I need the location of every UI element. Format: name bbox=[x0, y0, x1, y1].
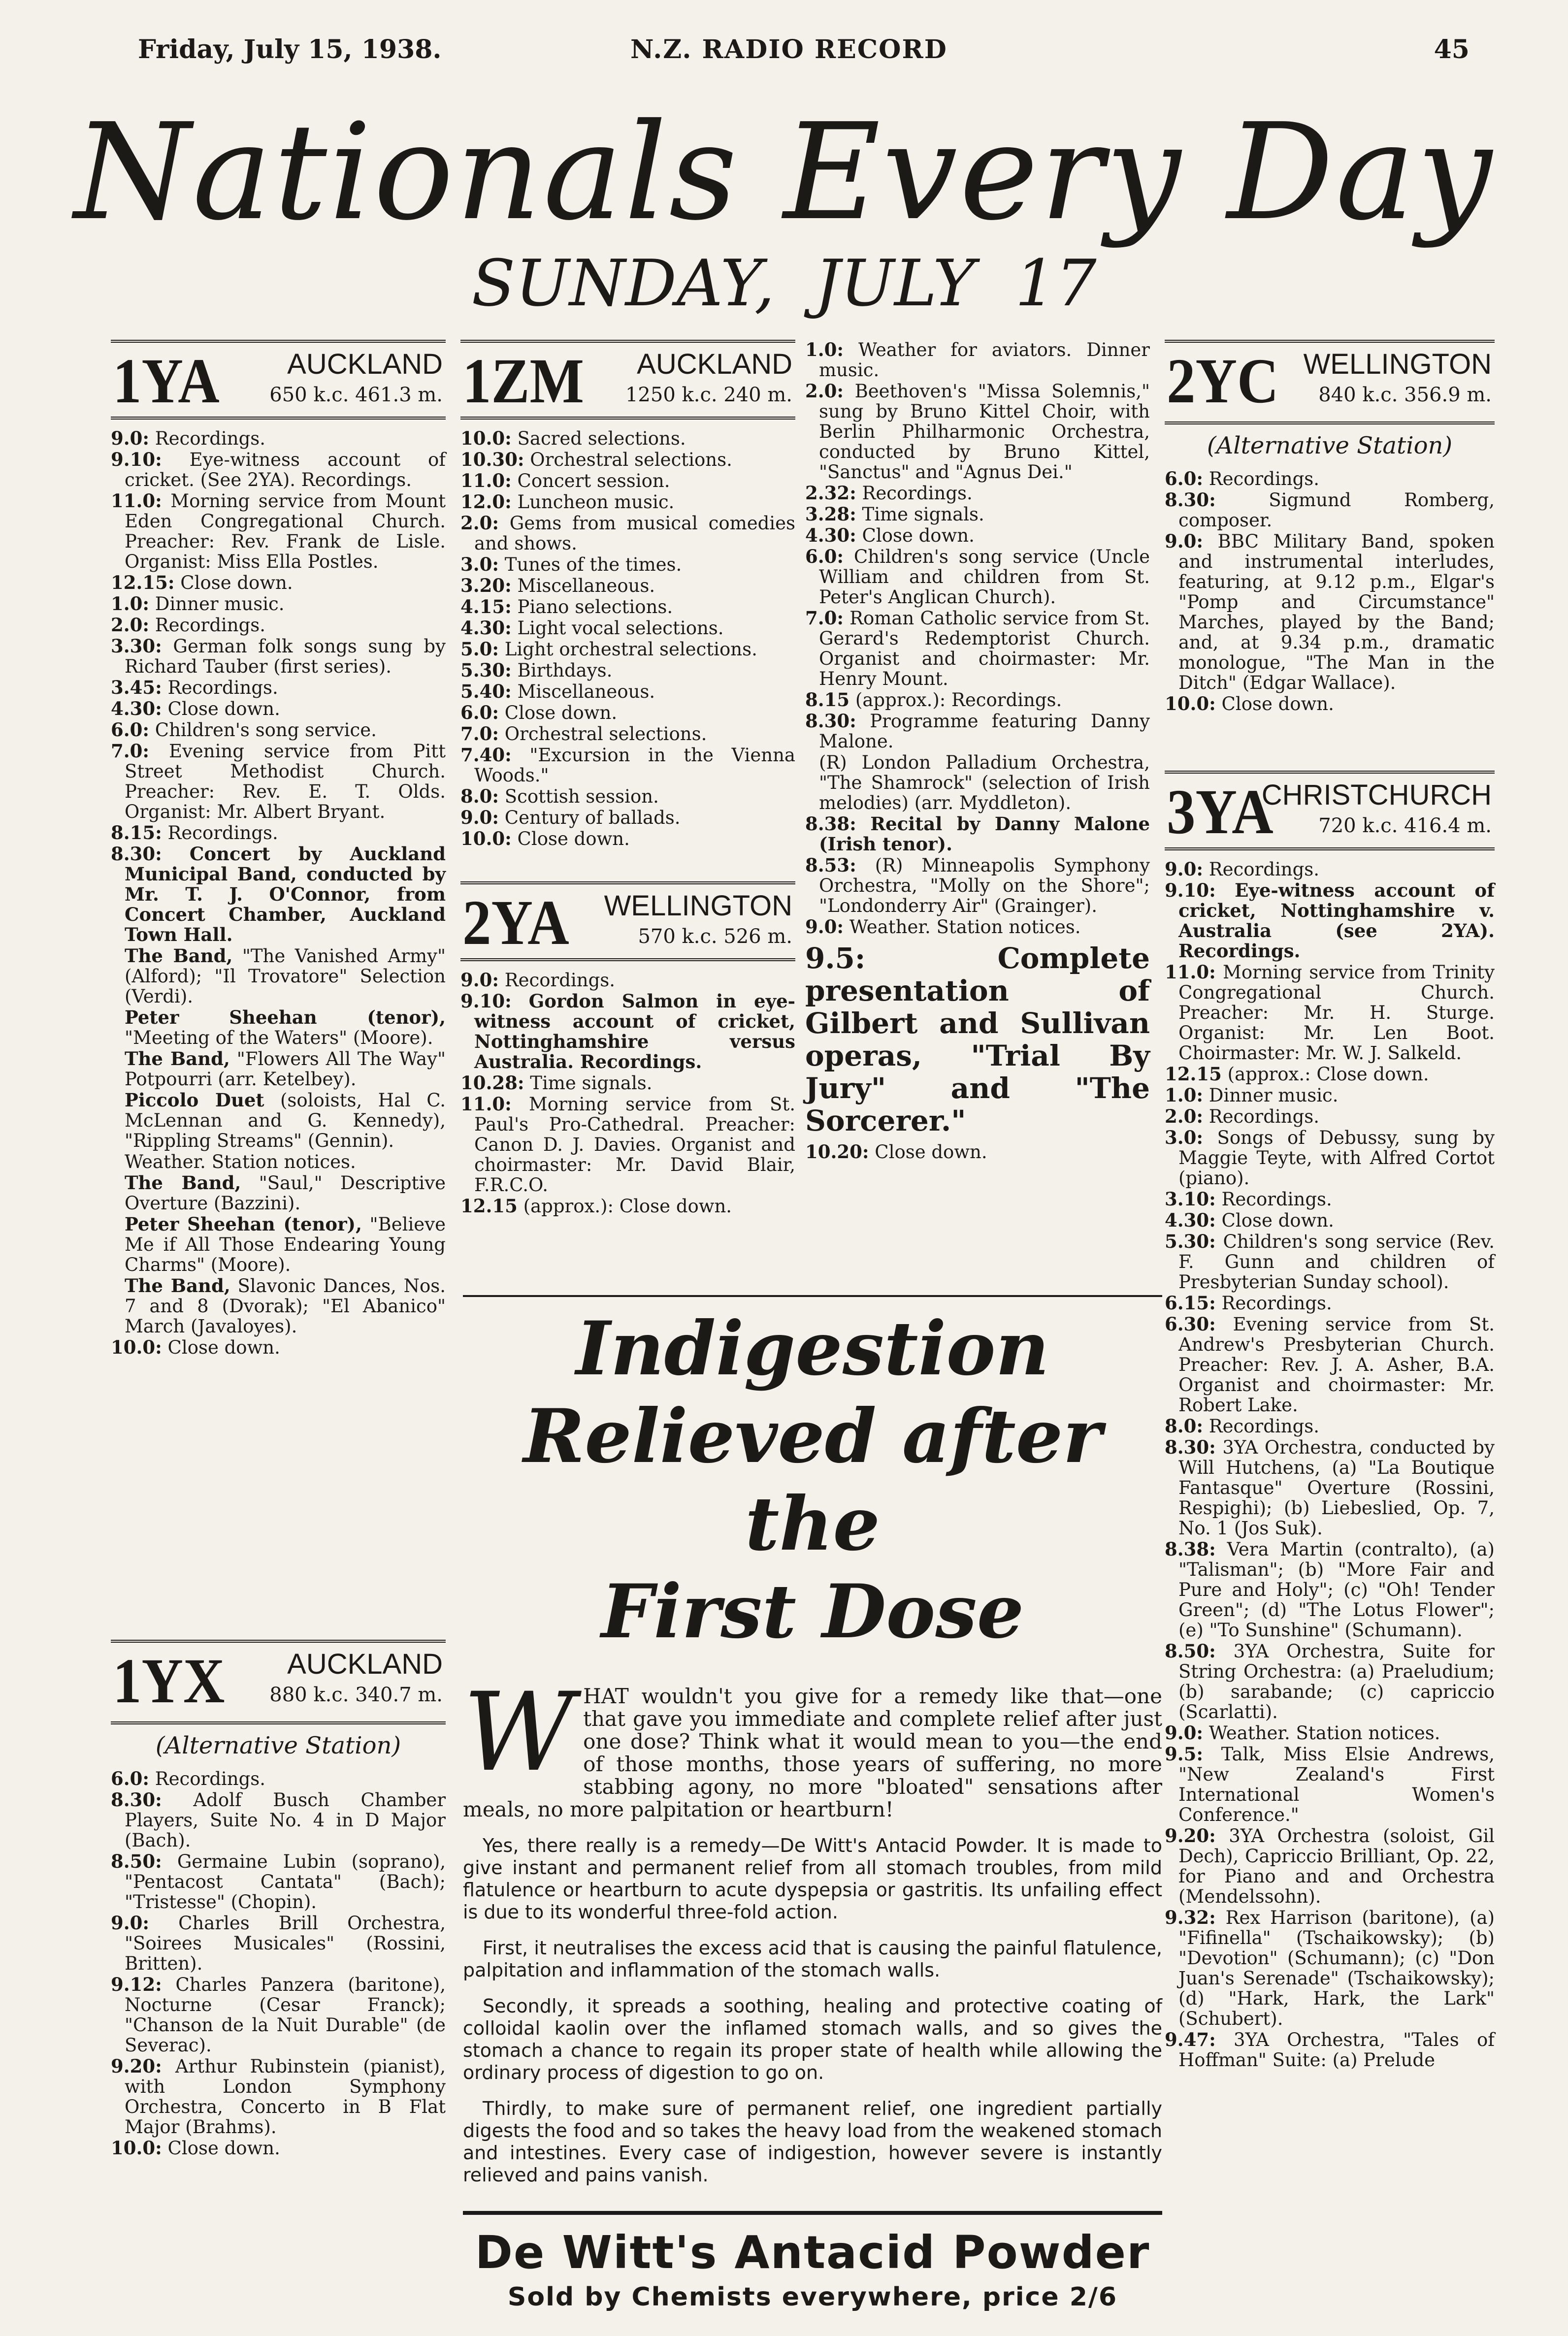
programme-item: The Band, "The Vanished Army" (Alford); "Il Trovatore" Selection (Verdi). bbox=[125, 945, 446, 1007]
programme-item: The Band, "Flowers All The Way" Potpourri (arr. Ketelbey). bbox=[125, 1048, 446, 1090]
programme-entry: 8.30: Programme featuring Danny Malone. bbox=[805, 710, 1150, 752]
programme-entry: 8.0: Scottish session. bbox=[460, 785, 659, 807]
programme-entry: 5.30: Children's song service (Rev. F. Gunn and children of Presbyterian Sunday school). bbox=[1165, 1231, 1495, 1293]
programme-entry: 7.40: "Excursion in the Vienna Woods." bbox=[460, 744, 795, 786]
programme-entry: 8.38: Recital by Danny Malone (Irish tenor). bbox=[805, 813, 1150, 855]
programme-entry: 8.30: Sigmund Romberg, composer. bbox=[1165, 489, 1495, 531]
advert-headline: Indigestion Relieved after the First Dose bbox=[523, 1305, 1102, 1655]
programme-entry: 9.0: Recordings. bbox=[111, 427, 266, 449]
station-header-3ya bbox=[1165, 771, 1495, 850]
programme-entry: 3.0: Songs of Debussy, sung by Maggie Teyte, with Alfred Cortot (piano). bbox=[1165, 1127, 1495, 1189]
station-city: AUCKLAND bbox=[287, 348, 443, 380]
programme-entry: 6.0: Close down. bbox=[460, 702, 618, 723]
programme-entry: 9.10: Eye-witness account of cricket, Nottinghamshire v. Australia (see 2YA). Recordings. bbox=[1165, 879, 1495, 962]
programme-entry: 9.20: Arthur Rubinstein (pianist), with London Symphony Orchestra, Concerto in B Flat Major (Brahms). bbox=[111, 2055, 446, 2138]
running-header bbox=[138, 34, 1470, 74]
day-heading: SUNDAY, JULY 17 bbox=[471, 246, 1097, 321]
station-frequency: 650 k.c. 461.3 m. bbox=[269, 384, 443, 406]
programme-entry: 9.47: 3YA Orchestra, "Tales of Hoffman" Suite: (a) Prelude bbox=[1165, 2029, 1495, 2071]
programme-entry: 10.20: Close down. bbox=[805, 1141, 987, 1163]
programme-item: The Band, "Saul," Descriptive Overture (Bazzini). bbox=[125, 1172, 446, 1214]
programme-entry: 10.28: Time signals. bbox=[460, 1072, 653, 1094]
programme-entry: 8.50: Germaine Lubin (soprano), "Pentacost Cantata" (Bach); "Tristesse" (Chopin). bbox=[111, 1850, 446, 1913]
programme-entry: 8.30: Concert by Auckland Municipal Band, conducted by Mr. T. J. O'Connor, from Concert Chamber, Auckland Town Hall. bbox=[111, 843, 446, 945]
programme-entry: 4.15: Piano selections. bbox=[460, 596, 673, 617]
column-2ya bbox=[460, 881, 795, 1217]
programme-item: Peter Sheehan (tenor), "Believe Me if All Those Endearing Young Charms" (Moore). bbox=[125, 1213, 446, 1275]
programme-entry: 11.0: Morning service from St. Paul's Pro-Cathedral. Preacher: Canon D. J. Davies. Organist and choirmaster: Mr. David Blair, F.R.C.O. bbox=[460, 1093, 795, 1196]
page-number: 45 bbox=[1434, 34, 1470, 65]
station-frequency: 1250 k.c. 240 m. bbox=[625, 384, 792, 406]
programme-entry: 10.0: Sacred selections. bbox=[460, 427, 686, 449]
programme-entry: 4.30: Close down. bbox=[1165, 1209, 1334, 1231]
programme-item: Weather. Station notices. bbox=[125, 1151, 356, 1172]
station-frequency: 880 k.c. 340.7 m. bbox=[269, 1684, 443, 1706]
programme-entry: 9.10: Gordon Salmon in eye-witness account of cricket, Nottinghamshire versus Australia. Recordings. bbox=[460, 990, 795, 1072]
column-2yc bbox=[1165, 340, 1495, 715]
advert-paragraph: Yes, there really is a remedy—De Witt's Antacid Powder. It is made to give instant and permanent relief from all stomach troubles, from mild flatulence or heartburn to acute dyspepsia or gastritis. Its unfailing effect is due to its wonderful three-fold action. bbox=[463, 1835, 1162, 1923]
programme-entry: 2.0: Beethoven's "Missa Solemnis," sung by Bruno Kittel Choir, with Berlin Philharmonic Orchestra, conducted by Bruno Kittel, "Sanctus" and "Agnus Dei." bbox=[805, 380, 1150, 483]
programme-entry: 7.0: Evening service from Pitt Street Methodist Church. Preacher: Rev. E. T. Olds. Organist: Mr. Albert Bryant. bbox=[111, 740, 446, 822]
programme-entry: 4.30: Close down. bbox=[805, 524, 975, 546]
column-3ya bbox=[1165, 771, 1495, 2071]
programme-entry: 10.0: Close down. bbox=[1165, 693, 1334, 714]
programme-entry: 8.50: 3YA Orchestra, Suite for String Orchestra: (a) Praeludium; (b) sarabande; (c) capriccio (Scarlatti). bbox=[1165, 1640, 1495, 1722]
programme-entry: 8.30: 3YA Orchestra, conducted by Will Hutchens, (a) "La Boutique Fantasque" Overture (Rossini, Respighi); (b) Liebeslied, Op. 7, No. 1 (Jos Suk). bbox=[1165, 1436, 1495, 1539]
programme-entry: 3.28: Time signals. bbox=[805, 503, 984, 525]
advertisement bbox=[463, 1305, 1162, 2312]
station-header-1ya bbox=[111, 340, 446, 420]
programme-entry: 2.0: Recordings. bbox=[111, 614, 266, 636]
programme-entry: 8.0: Recordings. bbox=[1165, 1415, 1320, 1437]
programme-entry: 4.30: Close down. bbox=[111, 698, 280, 719]
programme-entry: 4.30: Light vocal selections. bbox=[460, 617, 724, 639]
programme-entry: 11.0: Concert session. bbox=[460, 470, 670, 491]
programme-entry: 5.30: Birthdays. bbox=[460, 659, 613, 681]
programme-entry: 9.10: Eye-witness account of cricket. (See 2YA). Recordings. bbox=[111, 449, 446, 490]
station-city: WELLINGTON bbox=[1303, 348, 1492, 380]
programme-entry: 9.0: Charles Brill Orchestra, "Soirees Musicales" (Rossini, Britten). bbox=[111, 1912, 446, 1974]
station-callsign: 2YA bbox=[462, 887, 569, 958]
programme-item: (R) London Palladium Orchestra, "The Shamrock" (selection of Irish melodies) (arr. Myddleton). bbox=[819, 752, 1150, 813]
programme-entry: 3.0: Tunes of the times. bbox=[460, 553, 682, 575]
station-header-1yx bbox=[111, 1640, 446, 1759]
programme-entry: 3.45: Recordings. bbox=[111, 677, 278, 698]
programme-entry: 3.30: German folk songs sung by Richard Tauber (first series). bbox=[111, 635, 446, 677]
programme-entry: 2.32: Recordings. bbox=[805, 482, 973, 504]
programme-entry: 9.0: Weather. Station notices. bbox=[805, 916, 1081, 938]
publication-name: N.Z. RADIO RECORD bbox=[630, 34, 947, 65]
advert-paragraph: Secondly, it spreads a soothing, healing and protective coating of colloidal kaolin over the inflamed stomach walls, and so gives the stomach a chance to regain its proper state of health while allowing the ordinary process of digestion to go on. bbox=[463, 1995, 1162, 2083]
column-2ya-continued bbox=[805, 340, 1150, 1163]
programme-entry: 9.5: Talk, Miss Elsie Andrews, "New Zealand's First International Women's Conference." bbox=[1165, 1743, 1495, 1825]
programme-entry: 10.30: Orchestral selections. bbox=[460, 449, 732, 470]
programme-entry: 7.0: Roman Catholic service from St. Gerard's Redemptorist Church. Organist and choirmaster: Mr. Henry Mount. bbox=[805, 607, 1150, 689]
programme-entry: 9.0: Century of ballads. bbox=[460, 807, 681, 828]
programme-entry: 12.15 (approx.): Close down. bbox=[460, 1195, 732, 1217]
programme-entry: 5.40: Miscellaneous. bbox=[460, 681, 655, 702]
programme-entry: 9.32: Rex Harrison (baritone), (a) "Fifinella" (Tschaikowsky); (b) "Devotion" (Schumann); (c) "Don Juan's Serenade" (Tschaikowsky); (d) "Hark, Hark, the Lark" (Schubert). bbox=[1165, 1907, 1495, 2029]
programme-item: Piccolo Duet (soloists, Hal C. McLennan and G. Kennedy), "Rippling Streams" (Gennin). bbox=[125, 1089, 446, 1151]
station-header-2yc bbox=[1165, 340, 1495, 459]
programme-entry: 10.0: Close down. bbox=[111, 2137, 280, 2159]
column-1ya bbox=[111, 340, 446, 1359]
programme-entry: 6.0: Children's song service. bbox=[111, 719, 377, 741]
station-city: WELLINGTON bbox=[604, 890, 792, 922]
programme-entry: 12.0: Luncheon music. bbox=[460, 491, 675, 513]
station-callsign: 1YA bbox=[113, 346, 220, 417]
station-frequency: 720 k.c. 416.4 m. bbox=[1318, 814, 1492, 837]
advert-tagline: Sold by Chemists everywhere, price 2/6 bbox=[507, 2282, 1118, 2312]
station-note: (Alternative Station) bbox=[1207, 432, 1453, 459]
programme-entry: 9.12: Charles Panzera (baritone), Nocturne (Cesar Franck); "Chanson de la Nuit Durable" (de Severac). bbox=[111, 1974, 446, 2056]
programme-entry: 8.38: Vera Martin (contralto), (a) "Talisman"; (b) "More Fair and Pure and Holy"; (c) "Oh! Tender Green"; (d) "The Lotus Flower"; (e) "To Sunshine" (Schumann). bbox=[1165, 1538, 1495, 1641]
station-frequency: 840 k.c. 356.9 m. bbox=[1318, 384, 1492, 406]
station-note: (Alternative Station) bbox=[155, 1732, 401, 1759]
programme-entry: 8.15: Recordings. bbox=[111, 822, 278, 844]
station-callsign: 3YA bbox=[1167, 777, 1274, 847]
programme-entry: 12.15: Close down. bbox=[111, 572, 293, 593]
station-header-2ya bbox=[460, 881, 795, 961]
programme-entry: 10.0: Close down. bbox=[111, 1336, 280, 1358]
programme-entry: 3.10: Recordings. bbox=[1165, 1188, 1332, 1210]
programme-item: Peter Sheehan (tenor), "Meeting of the Waters" (Moore). bbox=[125, 1006, 446, 1048]
programme-entry: 9.0: Recordings. bbox=[1165, 858, 1320, 880]
advert-top-rule bbox=[463, 1295, 1162, 1297]
programme-entry: 9.20: 3YA Orchestra (soloist, Gil Dech), Capriccio Brilliant, Op. 22, for Piano and and Orchestra (Mendelssohn). bbox=[1165, 1825, 1495, 1907]
programme-entry: 10.0: Close down. bbox=[460, 828, 630, 849]
masthead-title: Nationals Every Day bbox=[74, 95, 1494, 250]
station-city: AUCKLAND bbox=[637, 348, 792, 380]
programme-entry: 12.15 (approx.: Close down. bbox=[1165, 1063, 1429, 1085]
programme-entry: 1.0: Dinner music. bbox=[111, 593, 285, 615]
station-callsign: 1YX bbox=[113, 1646, 225, 1717]
column-1yx bbox=[111, 1640, 446, 2159]
drop-cap: W bbox=[463, 1669, 575, 1795]
programme-entry: 1.0: Weather for aviators. Dinner music. bbox=[805, 339, 1150, 381]
advert-brand: De Witt's Antacid Powder bbox=[463, 2211, 1162, 2280]
programme-entry: 11.0: Morning service from Mount Eden Congregational Church. Preacher: Rev. Frank de Lisle. Organist: Miss Ella Postles. bbox=[111, 490, 446, 572]
programme-entry: 6.30: Evening service from St. Andrew's Presbyterian Church. Preacher: Rev. J. A. Asher, B.A. Organist and choirmaster: Mr. Robert Lake. bbox=[1165, 1313, 1495, 1416]
station-city: CHRISTCHURCH bbox=[1261, 779, 1492, 811]
station-callsign: 1ZM bbox=[462, 346, 584, 417]
programme-entry: 11.0: Morning service from Trinity Congregational Church. Preacher: Mr. H. Sturge. Organist: Mr. Len Boot. Choirmaster: Mr. W. J. Salkeld. bbox=[1165, 961, 1495, 1064]
programme-entry: 9.0: Weather. Station notices. bbox=[1165, 1722, 1440, 1744]
station-callsign: 2YC bbox=[1167, 346, 1279, 417]
programme-entry: 8.15 (approx.): Recordings. bbox=[805, 689, 1062, 711]
programme-entry: 6.0: Children's song service (Uncle William and children from St. Peter's Anglican Church). bbox=[805, 546, 1150, 608]
programme-entry: 9.0: BBC Military Band, spoken and instrumental interludes, featuring, at 9.12 p.m., Elgar's "Pomp and Circumstance" Marches, played by the Band; and, at 9.34 p.m., dramatic monologue, "The Man in the Ditch" (Edgar Wallace). bbox=[1165, 530, 1495, 693]
programme-entry: 9.0: Recordings. bbox=[460, 969, 616, 991]
programme-entry: 5.0: Light orchestral selections. bbox=[460, 638, 757, 660]
station-header-1zm bbox=[460, 340, 795, 420]
programme-entry: 6.0: Recordings. bbox=[1165, 468, 1320, 489]
programme-item: The Band, Slavonic Dances, Nos. 7 and 8 (Dvorak); "El Abanico" March (Javaloyes). bbox=[125, 1275, 446, 1337]
station-frequency: 570 k.c. 526 m. bbox=[638, 925, 792, 948]
advert-paragraph: Thirdly, to make sure of permanent relief, one ingredient partially digests the food and so takes the heavy load from the weakened stomach and intestines. Every case of indigestion, however severe is instantly relieved and pains vanish. bbox=[463, 2098, 1162, 2186]
programme-entry: 2.0: Recordings. bbox=[1165, 1105, 1320, 1127]
programme-entry: 6.15: Recordings. bbox=[1165, 1292, 1332, 1314]
programme-entry: 8.53: (R) Minneapolis Symphony Orchestra, "Molly on the Shore"; "Londonderry Air" (Grainger). bbox=[805, 854, 1150, 916]
programme-entry: 1.0: Dinner music. bbox=[1165, 1084, 1339, 1106]
programme-entry: 2.0: Gems from musical comedies and shows. bbox=[460, 512, 795, 554]
station-city: AUCKLAND bbox=[287, 1648, 443, 1680]
programme-entry: 6.0: Recordings. bbox=[111, 1768, 266, 1789]
programme-entry: 8.30: Adolf Busch Chamber Players, Suite No. 4 in D Major (Bach). bbox=[111, 1789, 446, 1851]
programme-entry: 3.20: Miscellaneous. bbox=[460, 575, 655, 596]
advert-paragraph: First, it neutralises the excess acid that is causing the painful flatulence, palpitation and inflammation of the stomach walls. bbox=[463, 1937, 1162, 1981]
issue-date: Friday, July 15, 1938. bbox=[138, 34, 442, 65]
programme-highlight: 9.5: Complete presentation of Gilbert and Sullivan operas, "Trial By Jury" and "The Sorcerer." bbox=[805, 941, 1150, 1137]
programme-entry: 7.0: Orchestral selections. bbox=[460, 723, 707, 745]
column-1zm bbox=[460, 340, 795, 850]
advert-lead: WHAT wouldn't you give for a remedy like that—one that gave you immediate and complete relief after just one dose? Think what it would mean to you—the end of those months, those years of suffering, no more stabbing agony, no more "bloated" sensations after meals, no more palpitation or heartburn! bbox=[463, 1669, 1162, 1821]
